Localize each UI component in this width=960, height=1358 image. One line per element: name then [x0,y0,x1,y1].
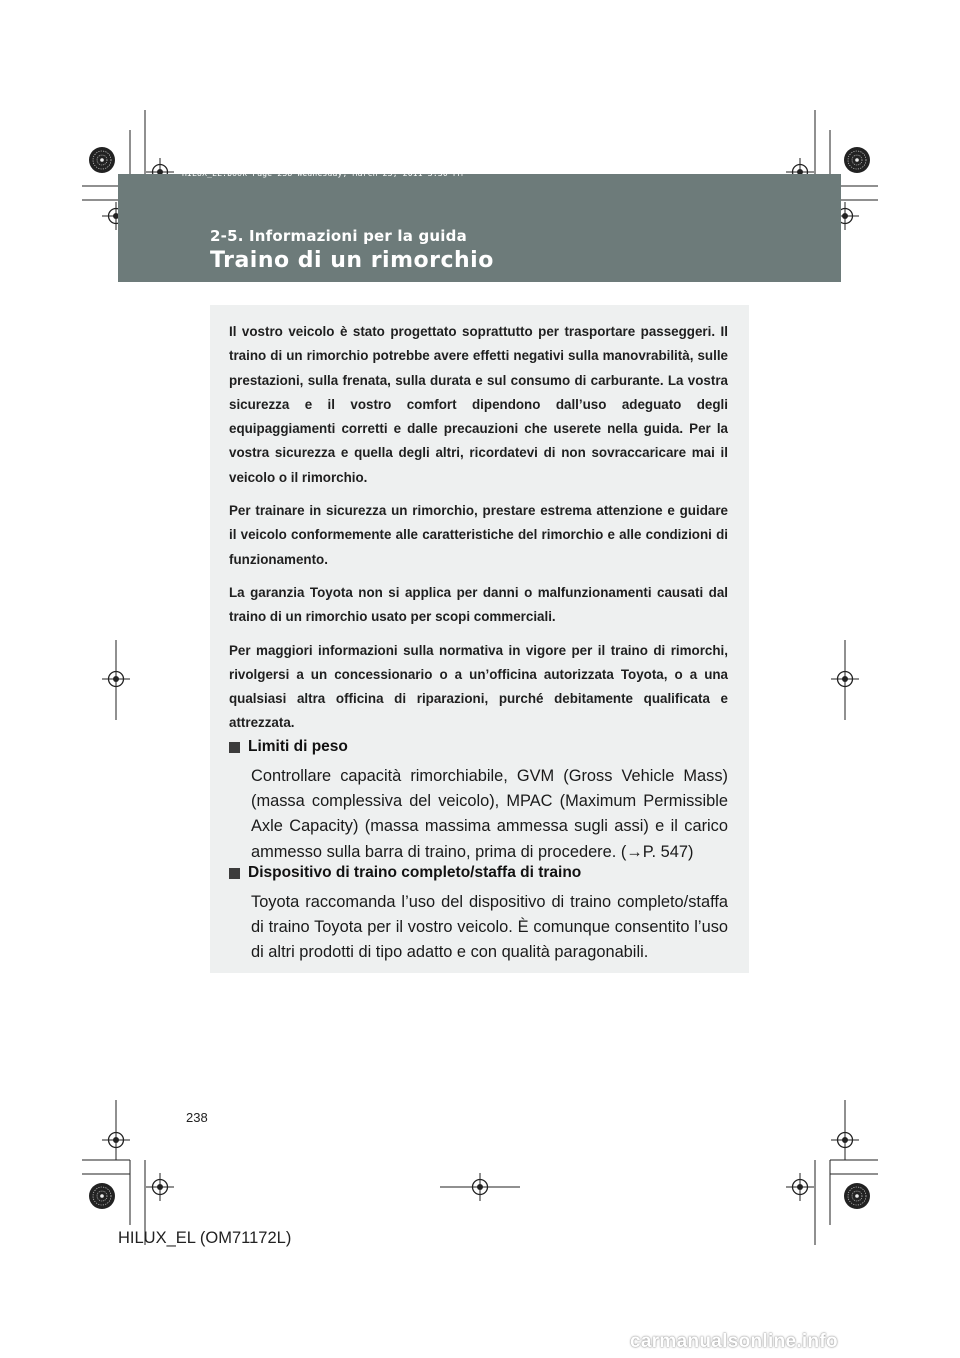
topic-body: Toyota raccomanda l’uso del dispositivo di traino completo/staffa di traino Toyota per il vostro veicolo. È comunque consentito l’uso di altri prodotti di tipo adatto e con qualità paragonabili. [251,893,728,962]
watermark-site: carmanualsonline.info [630,1331,838,1352]
book-stamp: HILUX_EL.book Page 238 Wednesday, March 23, 2011 3:30 PM [182,169,463,178]
intro-paragraph: Per maggiori informazioni sulla normativa in vigore per il traino di rimorchi, rivolgersi a un concessionario o a un’officina autorizzata Toyota, o a una qualsiasi altra officina di riparazioni, purché debitamente qualificata e attrezzata. [229,642,728,731]
page-title: Traino di un rimorchio [210,248,494,273]
intro-paragraph: Il vostro veicolo è stato progettato soprattutto per trasportare passeggeri. Il traino di un rimorchio potrebbe avere effetti negativi sulla manovrabilità, sulle prestazioni, sulla frenata, sulla durata e sul consumo di carburante. La vostra sicurezza e il vostro comfort dipendono dall’uso adeguato degli equipaggiamenti corretti e dalle precauzioni che userete nella guida. Per la vostra sicurezza e quella degli altri, ricordatevi di non sovraccaricare mai il veicolo o il rimorchio. [229,324,728,485]
square-bullet-icon [229,742,240,753]
topic-body: Controllare capacità rimorchiabile, GVM (Gross Vehicle Mass) (massa complessiva del veicolo), MPAC (Maximum Permissible Axle Capacity) (massa massima ammessa sugli assi) e il carico ammesso sulla barra di traino, prima di procedere. (→P. 547) [251,767,728,861]
topic-heading-text: Dispositivo di traino completo/staffa di traino [248,864,582,881]
topic-heading [229,735,728,759]
topic-heading-text: Limiti di peso [248,738,348,755]
intro-paragraph: La garanzia Toyota non si applica per danni o malfunzionamenti causati dal traino di un rimorchio usato per scopi commerciali. [229,584,728,625]
topic-heading [229,861,728,885]
topic-towing-device [229,861,728,966]
topic-weight-limits [229,735,728,865]
model-code: HILUX_EL (OM71172L) [118,1229,292,1247]
section-label: 2-5. Informazioni per la guida [210,227,467,245]
page-number: 238 [186,1110,208,1125]
intro-block [229,320,728,745]
intro-paragraph: Per trainare in sicurezza un rimorchio, prestare estrema attenzione e guidare il veicolo conformemente alle caratteristiche del rimorchio e alle condizioni di funzionamento. [229,503,728,567]
square-bullet-icon [229,868,240,879]
